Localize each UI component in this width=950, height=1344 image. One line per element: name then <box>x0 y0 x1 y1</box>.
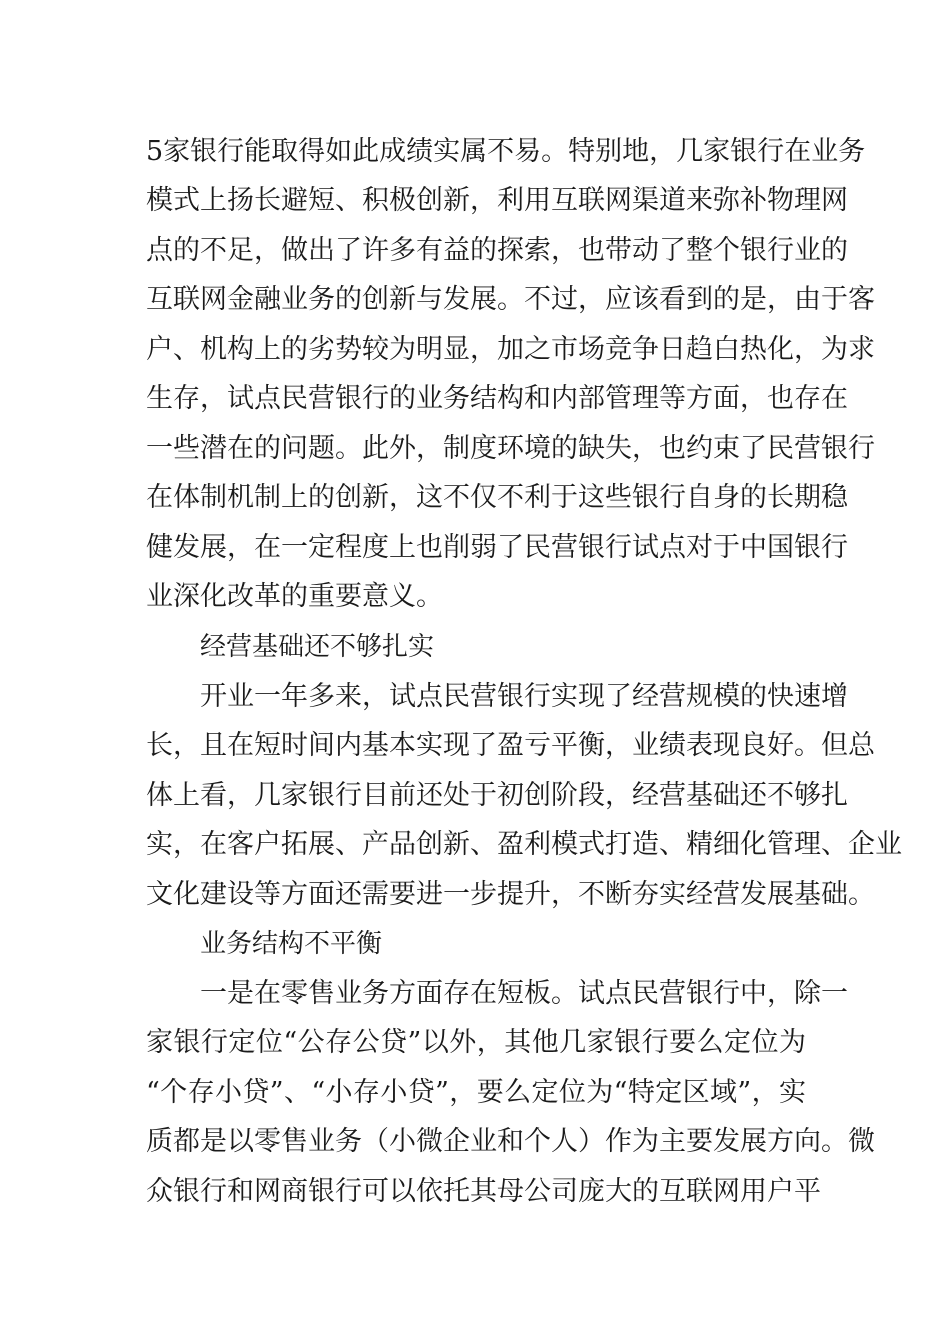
paragraph-1-line-4: 互联网金融业务的创新与发展。不过，应该看到的是，由于客 <box>146 284 875 315</box>
paragraph-3-line-2: 家银行定位“公存公贷”以外，其他几家银行要么定位为 <box>146 1027 806 1058</box>
paragraph-3-line-4: 质都是以零售业务（小微企业和个人）作为主要发展方向。微 <box>146 1126 875 1157</box>
paragraph-1-line-2: 模式上扬长避短、积极创新，利用互联网渠道来弥补物理网 <box>146 185 848 216</box>
paragraph-2-line-5: 文化建设等方面还需要进一步提升，不断夯实经营发展基础。 <box>146 879 875 910</box>
paragraph-1-line-10: 业深化改革的重要意义。 <box>146 581 443 612</box>
paragraph-1-line-3: 点的不足，做出了许多有益的探索，也带动了整个银行业的 <box>146 235 848 266</box>
paragraph-1-line-9: 健发展，在一定程度上也削弱了民营银行试点对于中国银行 <box>146 532 848 563</box>
paragraph-1-line-8: 在体制机制上的创新，这不仅不利于这些银行自身的长期稳 <box>146 482 848 513</box>
paragraph-3-line-5: 众银行和网商银行可以依托其母公司庞大的互联网用户平 <box>146 1176 821 1207</box>
section-heading-2: 业务结构不平衡 <box>200 929 383 959</box>
paragraph-2-line-1: 开业一年多来，试点民营银行实现了经营规模的快速增 <box>200 681 848 712</box>
paragraph-1-line-6: 生存，试点民营银行的业务结构和内部管理等方面，也存在 <box>146 383 848 414</box>
paragraph-3-line-1: 一是在零售业务方面存在短板。试点民营银行中，除一 <box>200 978 848 1009</box>
section-heading-1: 经营基础还不够扎实 <box>200 632 435 662</box>
paragraph-2-line-3: 体上看，几家银行目前还处于初创阶段，经营基础还不够扎 <box>146 780 848 811</box>
paragraph-1-line-5: 户、机构上的劣势较为明显，加之市场竞争日趋白热化，为求 <box>146 334 875 365</box>
paragraph-2-line-2: 长，且在短时间内基本实现了盈亏平衡，业绩表现良好。但总 <box>146 730 875 761</box>
paragraph-3-line-3: “个存小贷”、“小存小贷”，要么定位为“特定区域”，实 <box>146 1077 806 1108</box>
paragraph-1-line-1: 5家银行能取得如此成绩实属不易。特别地，几家银行在业务 <box>146 136 866 167</box>
paragraph-2-line-4: 实，在客户拓展、产品创新、盈利模式打造、精细化管理、企业 <box>146 829 902 860</box>
paragraph-1-line-7: 一些潜在的问题。此外，制度环境的缺失，也约束了民营银行 <box>146 433 875 464</box>
